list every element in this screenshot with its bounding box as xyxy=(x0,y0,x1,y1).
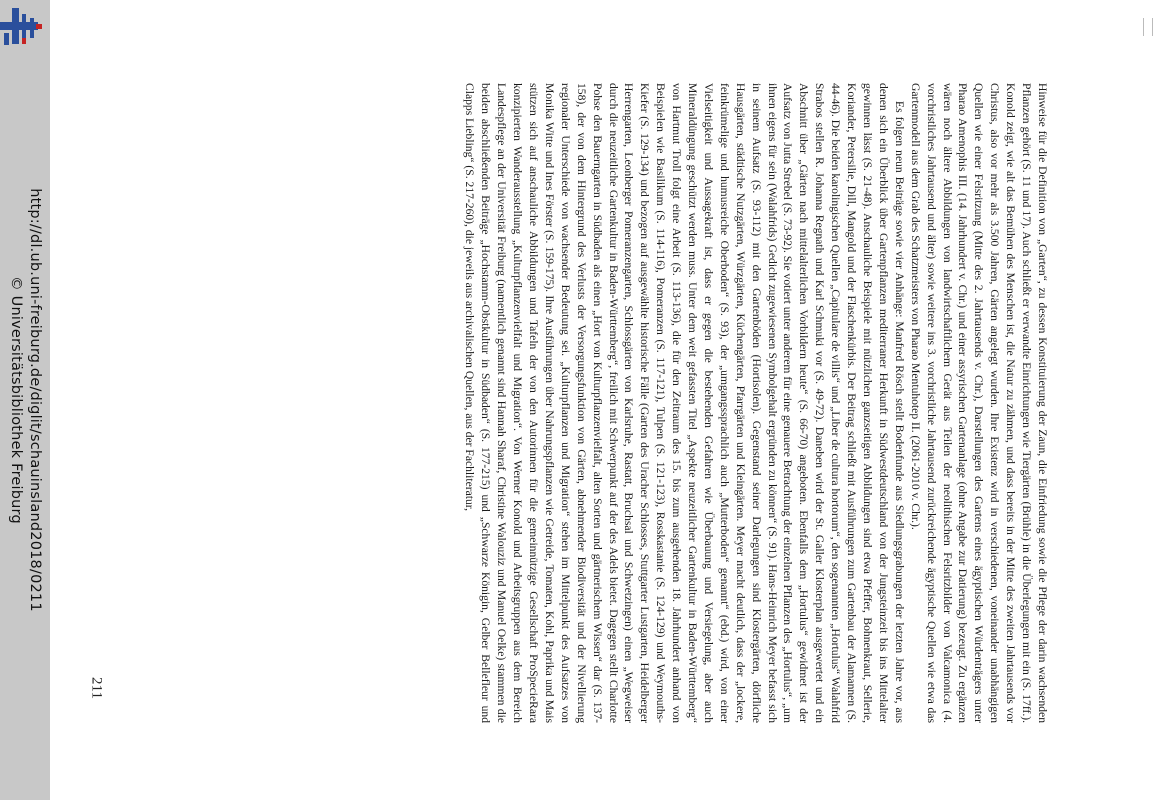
copyright-notice: © Universitätsbibliothek Freiburg xyxy=(8,276,24,524)
paragraph-1: Hinweise für die Definition von „Garten“, zu dessen Konstituierung der Zaun, die Einfriedung sowie die Pflege der darin wachsenden Pflanzen gehört (S. 11 und 17). Auch schließt er verwandte Einrichtungen wie Tiergärten (Brühle) in die Überlegungen mit ein (S. 17ff.). Konold zeigt, wie alt das Bemühen des Menschen ist, die Natur zu zähmen, und dass bereits in der Mitte des zweiten Jahrtausends vor Christus, also vor mehr als 3.500 Jahren, Gärten angelegt wurden. Ihre Existenz wird in verschiedenen, voneinander unabhängigen Quellen wie einer Felsritzung (Mitte des 2. Jahrtausends v. Chr.), Darstellungen des Gartens eines ägyptischen Würdenträgers unter Pharao Amenophis III. (14. Jahrhundert v. Chr.) und einer assyrischen Gartenanlage (ohne Angabe zur Datierung) bezeugt. Zu ergänzen wären noch ältere Abbildungen von landwirtschaftlichem Gerät aus Teilen der neolithischen Felsritzbilder von Valcamonica (4. vorchristliches Jahrtausend und älter) sowie weitere ins 3. vorchristliche Jahrtausend zurückreichende ägyptische Quellen wie etwa das Gartenmodell aus dem Grab des Schatzmeisters von Pharao Mentuhotep II. (2061-2010 v. Chr.). xyxy=(908,83,1049,723)
paragraph-2: Es folgen neun Beiträge sowie vier Anhänge: Manfred Rösch stellt Bodenfunde aus Siedlungsgrabungen der letzten Jahre vor, aus denen sich ein Überblick über Gartenpflanzen mediterraner Herkunft in Südwestdeutschland von der Jungsteinzeit bis ins Mittelalter gewinnen lässt (S. 21-48). Anschauliche Beispiele mit nützlichen ganzseitigen Abbildungen sind etwa Pfeffer, Bohnenkraut, Sellerie, Koriander, Petersilie, Dill, Mangold und der Flaschenkürbis. Der Beitrag schließt mit Ausführungen zum Gartenbau der Alamannen (S. 44-46). Die beiden karolingischen Quellen „Capitulare de villis“ und „Liber de cultura hortorum“, den sogenannten „Hortulus“ Walahfrid Strabos stellen R. Johanna Regnath und Karl Schmuki vor (S. 49-72). Daneben wird der St. Galler Klosterplan ausgewertet und ein Abschnitt über „Gärten nach mittelalterlichen Vorbildern heute“ (S. 66-70) angeboten. Ebenfalls dem „Hortulus“ gewidmet ist der Aufsatz von Jutta Strebel (S. 73-92). Sie votiert unter anderem für eine genauere Betrachtung der einzelnen Pflanzen des „Hortulus“, „um ihnen eigens für sein (Walahfrids) Gedicht zugewiesenen Symbolgehalt ergründen zu können“ (S. 91). Hans-Heinrich Meyer befasst sich in seinem Aufsatz (S. 93-112) mit den Gartenböden (Hortisolen). Gegenstand seiner Darlegungen sind Klostergärten, dörfliche Hausgärten, städtische Nutzgärten, Würzgärten, Küchengärten, Pfarrgärten und Kleingärten. Meyer macht deutlich, dass der „lockere, feinkrümelige und humusreiche Oberboden“ (S. 93), der „umgangssprachlich auch „Mutterboden“ genannt“ (ebd.) wird, von einer Vielseitigkeit und Aussagekraft ist, dass er gegen die bestehenden Gefahren wie Überbauung und Versiegelung, aber auch Mineraldüngung geschützt werden muss. Unter dem weit gefassten Titel „Aspekte neuzeitlicher Gartenkultur in Baden-Württemberg“ von Hartmut Troll folgt eine Arbeit (S. 113-136), die für den Zeitraum des 15. bis zum ausgehenden 18. Jahrhundert anhand von Beispielen wie Basilikum (S. 114-116), Pomeranzen (S. 117-121), Tulpen (S. 121-123), Rosskastanie (S. 124-129) und Weymouths-Kiefer (S. 129-134) und bezogen auf ausgewählte historische Fälle (Garten des Uracher Schlosses, Stuttgarter Lustgarten, Heidelberger Herrengarten, Leonberger Pomeranzengarten, Schlossgärten von Karlsruhe, Rastatt, Bruchsal und Schwetzingen) einen „Wegweiser durch die neuzeitliche Gartenkultur in Baden-Württemberg“, freilich mit Schwerpunkt auf der des Adels bietet. Dagegen stellt Charlotte Pohse den Bauerngarten in Südbaden als einen „Hort von Kulturpflanzenvielfalt, alten Sorten und gärtnerischem Wissen“ dar (S. 137-158), der von dem Hintergrund des Verlusts der Versorgungsfunktion von Gärten, abnehmender Biodiversität und der Nivellierung regionaler Unterschiede von wachsender Bedeutung sei. „Kulturpflanzen und Migration“ stehen im Mittelpunkt des Aufsatzes von Monika Witte und Ines Förster (S. 159-175). Ihre Ausführungen über Nahrungspflanzen wie Getreide, Tomaten, Kohl, Paprika und Mais stützen sich auf anschauliche Abbildungen und Tafeln der von den Autorinnen für die gemeinnützige Gesellschaft ProSpecieRara konzipierten Wanderausstellung „Kulturpflanzenvielfalt und Migration“. Von Werner Konold und Arbeitsgruppen aus dem Bereich Landespflege an der Universität Freiburg (namentlich genannt sind Hannah Sharaf, Christine Walouziz und Manuel Oelke) stammen die beiden abschließenden Beiträge „Hochstamm-Obstkultur in Südbaden“ (S. 177-215) und „Schwarze Königin, Gelber Bellefleur und Clapps Liebling“ (S. 217-260), die jeweils aus archivalischen Quellen, aus der Fachliteratur, xyxy=(463,83,906,723)
university-library-logo-icon[interactable] xyxy=(0,0,50,60)
page-permalink[interactable] xyxy=(6,188,44,612)
page-number: 211 xyxy=(88,677,105,699)
page-body-text xyxy=(170,83,1050,723)
page-edge-mark xyxy=(1143,18,1153,36)
permalink-url[interactable]: http://dl.ub.uni-freiburg.de/diglit/schauinsland2018/0211 xyxy=(27,188,43,612)
viewer-sidebar-strip xyxy=(0,0,50,800)
